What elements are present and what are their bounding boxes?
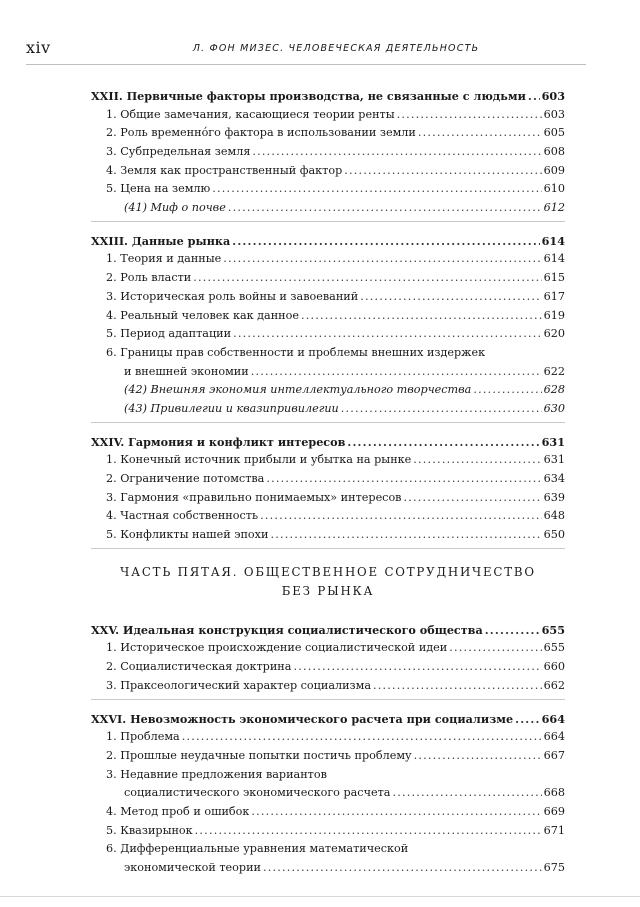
entry-page: 608	[543, 145, 565, 159]
toc-entry[interactable]	[91, 325, 565, 344]
entry-label: 2. Социалистическая доктрина	[106, 660, 292, 674]
toc-entry[interactable]	[91, 307, 565, 326]
toc-entry[interactable]	[91, 766, 565, 785]
entry-page: 675	[543, 861, 565, 875]
dot-leader	[293, 658, 541, 677]
entry-page: 619	[543, 308, 565, 322]
entry-label: XXII. Первичные факторы производства, не связанные с людьми	[91, 88, 526, 103]
entry-page: 667	[543, 748, 565, 762]
entry-label: социалистического экономического расчета	[124, 786, 391, 800]
entry-label: 3. Праксеологический характер социализма	[106, 678, 372, 692]
entry-page: 622	[543, 364, 565, 378]
entry-label: 5. Квазирынок	[106, 823, 193, 837]
dot-leader	[251, 363, 542, 382]
dot-leader	[418, 124, 542, 143]
entry-page: 603	[541, 88, 565, 103]
toc-entry[interactable]	[91, 526, 565, 545]
toc-chapter-entry[interactable]	[91, 232, 565, 251]
toc-entry[interactable]	[91, 451, 565, 470]
entry-page: 655	[543, 641, 565, 655]
part-heading	[91, 563, 565, 601]
toc-entry[interactable]	[91, 124, 565, 143]
dot-leader	[515, 710, 540, 729]
entry-page: 660	[543, 660, 565, 674]
entry-label: 4. Метод проб и ошибок	[106, 804, 250, 818]
dot-leader	[449, 639, 541, 658]
entry-label: 4. Частная собственность	[106, 509, 259, 523]
dot-leader	[263, 859, 542, 878]
toc-entry[interactable]	[91, 288, 565, 307]
entry-page: 620	[543, 327, 565, 341]
entry-page: 631	[541, 434, 565, 449]
toc-chapter-entry[interactable]	[91, 87, 565, 106]
dot-leader	[344, 162, 541, 181]
entry-label: 3. Историческая роль войны и завоеваний	[106, 289, 359, 303]
entry-label: 5. Период адаптации	[106, 327, 232, 341]
entry-page: 605	[543, 126, 565, 140]
chapter-xxiv	[91, 433, 565, 549]
header-divider	[26, 64, 586, 65]
toc-entry[interactable]	[91, 344, 565, 363]
entry-label: экономической теории	[124, 861, 261, 875]
toc-entry[interactable]	[91, 489, 565, 508]
dot-leader	[413, 451, 541, 470]
entry-page: 664	[541, 711, 565, 726]
dot-leader	[404, 489, 542, 508]
entry-page: 671	[543, 823, 565, 837]
toc-entry[interactable]	[91, 269, 565, 288]
chapter-xxii	[91, 87, 565, 222]
dot-leader	[473, 381, 541, 400]
toc-entry[interactable]	[91, 840, 565, 859]
entry-page: 650	[543, 528, 565, 542]
toc-entry-continuation[interactable]	[91, 784, 565, 803]
entry-label: XXV. Идеальная конструкция социалистического общества	[91, 622, 483, 637]
dot-leader	[251, 803, 541, 822]
toc-entry[interactable]	[91, 677, 565, 696]
entry-label: 1. Историческое происхождение социалистической идеи	[106, 641, 448, 655]
entry-page: 655	[541, 622, 565, 637]
dot-leader	[228, 199, 542, 218]
entry-page: 614	[543, 252, 565, 266]
entry-label: XXIV. Гармония и конфликт интересов	[91, 434, 346, 449]
toc-subentry[interactable]	[91, 400, 565, 419]
dot-leader	[414, 747, 542, 766]
entry-page: 617	[543, 289, 565, 303]
dot-leader	[212, 180, 541, 199]
toc-entry[interactable]	[91, 470, 565, 489]
toc-subentry[interactable]	[91, 199, 565, 218]
entry-label: 2. Прошлые неудачные попытки постичь проблему	[106, 748, 412, 762]
entry-page: 612	[543, 201, 565, 215]
toc-entry[interactable]	[91, 162, 565, 181]
chapter-xxvi	[91, 710, 565, 881]
chapter-xxiii	[91, 232, 565, 423]
dot-leader	[373, 677, 542, 696]
entry-label: 3. Недавние предложения вариантов	[106, 767, 327, 781]
entry-label: 2. Роль временнóго фактора в использовании земли	[106, 126, 416, 140]
dot-leader	[528, 87, 540, 106]
dot-leader	[485, 621, 540, 640]
toc-entry-continuation[interactable]	[91, 363, 565, 382]
entry-page: 669	[543, 804, 565, 818]
entry-label: (42) Внешняя экономия интеллектуального творчества	[124, 383, 472, 397]
entry-page: 662	[543, 678, 565, 692]
toc-entry[interactable]	[91, 251, 565, 270]
toc-entry[interactable]	[91, 106, 565, 125]
entry-label: (41) Миф о почве	[124, 201, 226, 215]
entry-label: 4. Земля как пространственный фактор	[106, 163, 343, 177]
dot-leader	[392, 784, 541, 803]
toc-entry[interactable]	[91, 640, 565, 659]
chapter-xxv	[91, 621, 565, 700]
page-number: xiv	[26, 38, 51, 57]
entry-label: 1. Конечный источник прибыли и убытка на рынке	[106, 453, 412, 467]
entry-page: 630	[543, 401, 565, 415]
toc-entry[interactable]	[91, 180, 565, 199]
table-of-contents	[91, 87, 565, 891]
dot-leader	[260, 507, 542, 526]
toc-entry[interactable]	[91, 143, 565, 162]
entry-label: 3. Субпредельная земля	[106, 145, 251, 159]
entry-page: 603	[543, 107, 565, 121]
dot-leader	[301, 307, 542, 326]
entry-page: 610	[543, 182, 565, 196]
part-heading-line: БЕЗ РЫНКА	[281, 583, 375, 598]
entry-label: 1. Проблема	[106, 730, 180, 744]
toc-entry[interactable]	[91, 803, 565, 822]
dot-leader	[182, 728, 542, 747]
entry-page: 639	[543, 490, 565, 504]
entry-page: 615	[543, 271, 565, 285]
dot-leader	[270, 526, 541, 545]
entry-label: 1. Общие замечания, касающиеся теории ренты	[106, 107, 395, 121]
entry-label: 5. Цена на землю	[106, 182, 211, 196]
dot-leader	[397, 106, 542, 125]
entry-label: 2. Роль власти	[106, 271, 192, 285]
page-bottom-edge	[0, 896, 640, 897]
entry-label: и внешней экономии	[124, 364, 249, 378]
page-header	[26, 38, 586, 62]
entry-label: (43) Привилегии и квазипривилегии	[124, 401, 339, 415]
dot-leader	[252, 143, 541, 162]
running-title: Л. ФОН МИЗЕС. ЧЕЛОВЕЧЕСКАЯ ДЕЯТЕЛЬНОСТЬ	[192, 43, 480, 54]
dot-leader	[193, 269, 541, 288]
entry-page: 668	[543, 786, 565, 800]
entry-page: 631	[543, 453, 565, 467]
toc-entry[interactable]	[91, 747, 565, 766]
dot-leader	[266, 470, 541, 489]
toc-entry[interactable]	[91, 658, 565, 677]
entry-page: 648	[543, 509, 565, 523]
entry-page: 609	[543, 163, 565, 177]
entry-page: 634	[543, 472, 565, 486]
entry-label: 6. Границы прав собственности и проблемы внешних издержек	[106, 345, 486, 359]
entry-label: XXVI. Невозможность экономического расчета при социализме	[91, 711, 514, 726]
toc-entry[interactable]	[91, 728, 565, 747]
dot-leader	[233, 325, 542, 344]
toc-chapter-entry[interactable]	[91, 433, 565, 452]
toc-chapter-entry[interactable]	[91, 710, 565, 729]
entry-label: 4. Реальный человек как данное	[106, 308, 299, 322]
entry-page: 628	[543, 383, 565, 397]
entry-label: XXIII. Данные рынка	[91, 233, 231, 248]
dot-leader	[232, 232, 539, 251]
part-heading-line: ЧАСТЬ ПЯТАЯ. ОБЩЕСТВЕННОЕ СОТРУДНИЧЕСТВО	[120, 564, 536, 579]
entry-label: 3. Гармония «правильно понимаемых» интересов	[106, 490, 402, 504]
dot-leader	[341, 400, 542, 419]
toc-entry-continuation[interactable]	[91, 859, 565, 878]
dot-leader	[223, 250, 541, 269]
dot-leader	[360, 288, 541, 307]
entry-label: 5. Конфликты нашей эпохи	[106, 528, 269, 542]
toc-entry[interactable]	[91, 507, 565, 526]
entry-page: 664	[543, 730, 565, 744]
toc-chapter-entry[interactable]	[91, 621, 565, 640]
toc-subentry[interactable]	[91, 381, 565, 400]
dot-leader	[195, 822, 542, 841]
toc-entry[interactable]	[91, 822, 565, 841]
dot-leader	[347, 433, 539, 452]
entry-label: 2. Ограничение потомства	[106, 472, 265, 486]
entry-page: 614	[541, 233, 565, 248]
entry-label: 6. Дифференциальные уравнения математической	[106, 842, 409, 856]
entry-label: 1. Теория и данные	[106, 252, 222, 266]
